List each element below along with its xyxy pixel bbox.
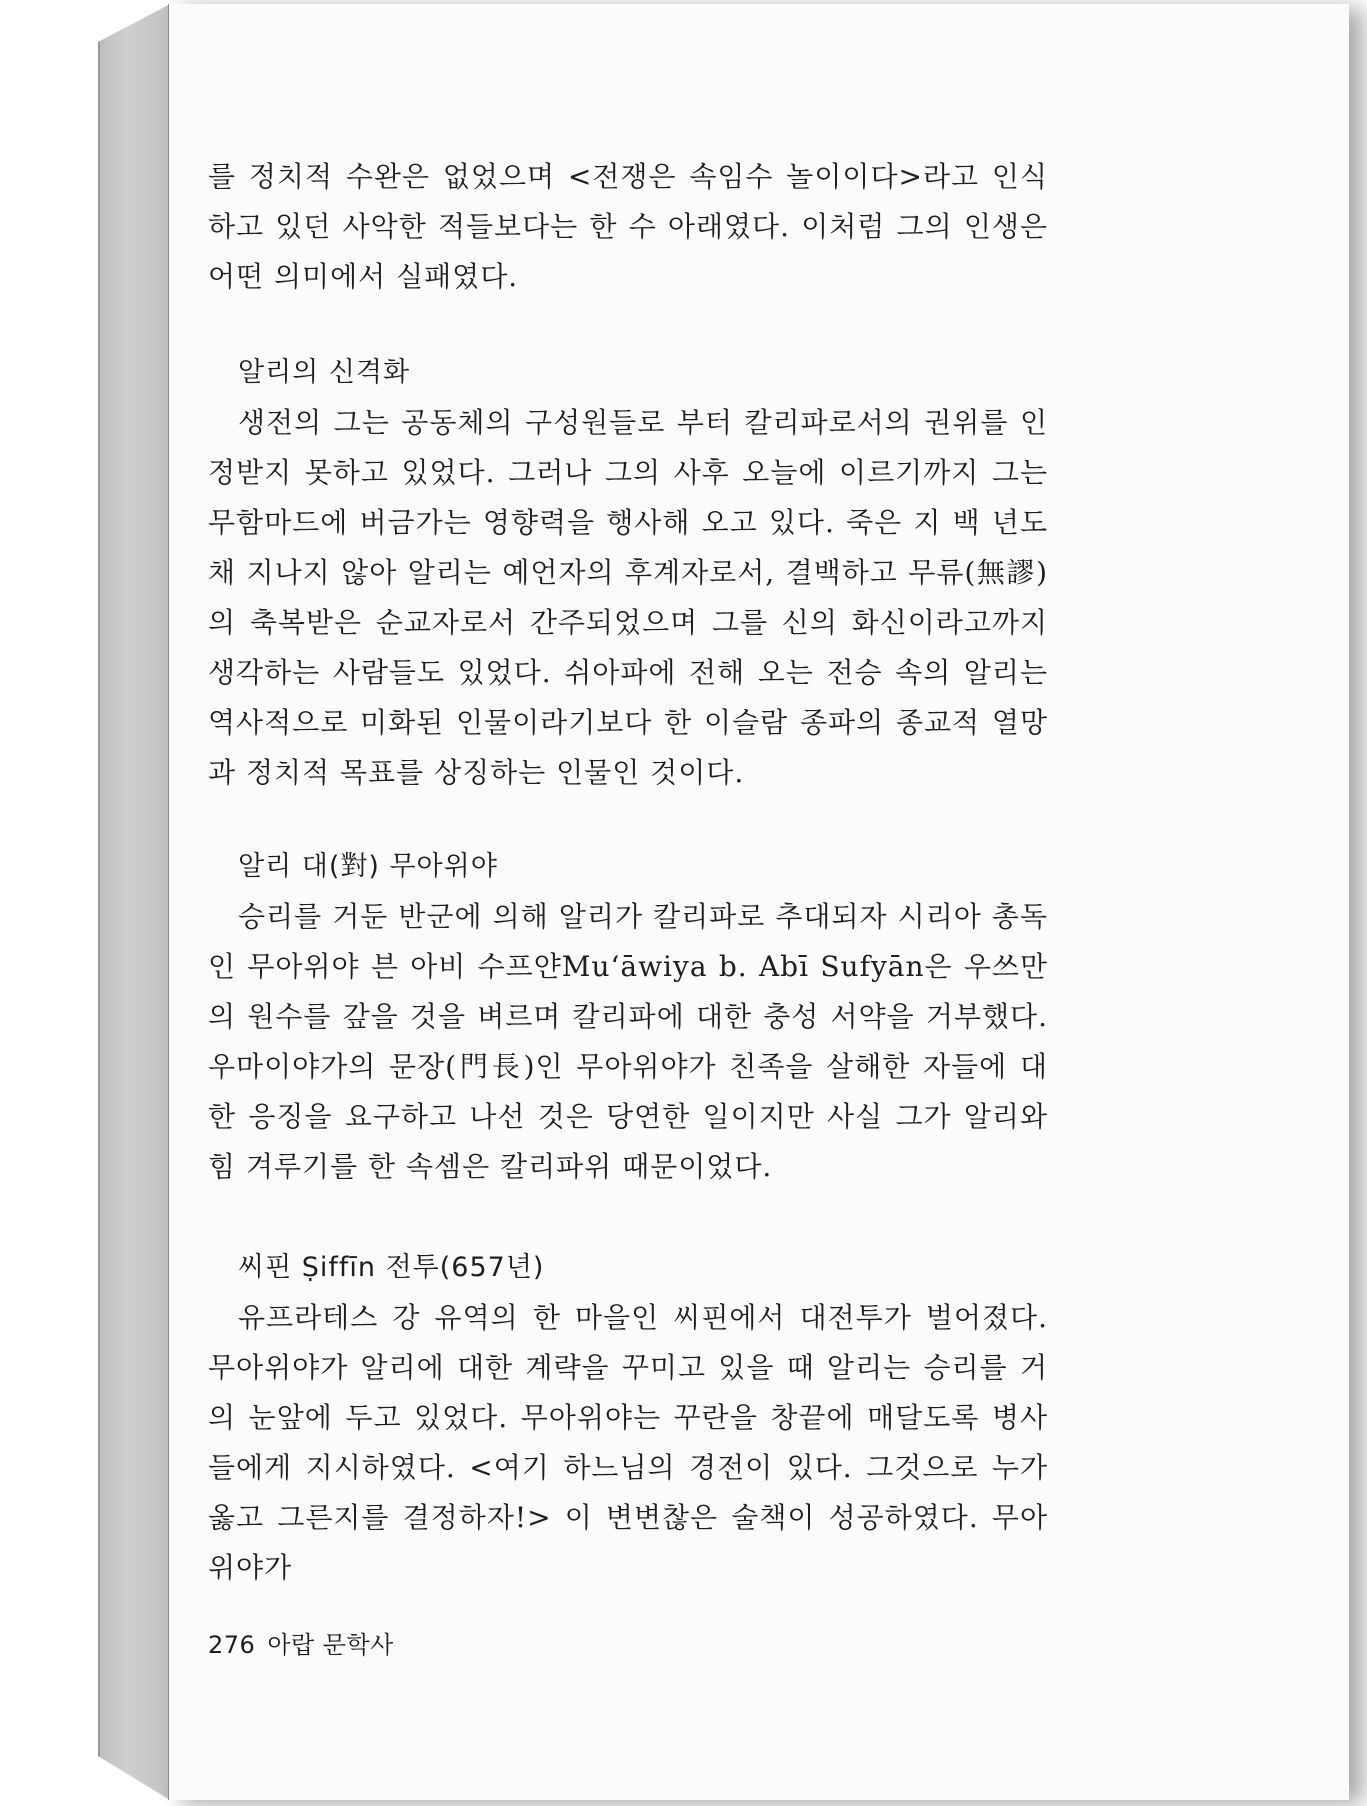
section-heading: 씨핀 Ṣiffīn 전투(657년) [238, 1252, 545, 1283]
section-ali-vs-muawiya [208, 842, 1048, 1192]
page-footer [208, 1625, 406, 1660]
section-body: 승리를 거둔 반군에 의해 알리가 칼리파로 추대되자 시리아 총독인 무아위야 븐 아비 수프얀Mu‘āwiya b. Abī Sufyān은 우쓰만의 원수를 갚을 것을 벼르며 칼리파에 대한 충성 서약을 거부했다. 우마이야가의 문장(門長)인 무아위야가 친족을 살해한 자들에 대한 응징을 요구하고 나선 것은 당연한 일이지만 사실 그가 알리와 힘 겨루기를 한 속셈은 칼리파위 때문이었다. [208, 900, 1048, 1183]
section-battle-of-siffin [208, 1243, 1048, 1593]
section-heading: 알리 대(對) 무아위야 [238, 851, 498, 882]
paragraph-intro: 를 정치적 수완은 없었으며 <전쟁은 속임수 놀이이다>라고 인식하고 있던 사악한 적들보다는 한 수 아래였다. 이처럼 그의 인생은 어떤 의미에서 실패였다. [208, 160, 1048, 293]
page-number: 276 [208, 1631, 256, 1659]
section-heading: 알리의 신격화 [238, 357, 411, 388]
section-body: 유프라테스 강 유역의 한 마을인 씨핀에서 대전투가 벌어졌다. 무아위야가 알리에 대한 계략을 꾸미고 있을 때 알리는 승리를 거의 눈앞에 두고 있었다. 무아위야는 꾸란을 창끝에 매달도록 병사들에게 지시하였다. <여기 하느님의 경전이 있다. 그것으로 누가 옳고 그른지를 결정하자!> 이 변변찮은 술책이 성공하였다. 무아위야가 [208, 1301, 1048, 1584]
text-block-intro [208, 152, 1048, 302]
section-deification [208, 348, 1048, 798]
running-title: 아랍 문학사 [267, 1631, 394, 1659]
section-body: 생전의 그는 공동체의 구성원들로 부터 칼리파로서의 권위를 인정받지 못하고 있었다. 그러나 그의 사후 오늘에 이르기까지 그는 무함마드에 버금가는 영향력을 행사해 오고 있다. 죽은 지 백 년도 채 지나지 않아 알리는 예언자의 후계자로서, 결백하고 무류(無謬)의 축복받은 순교자로서 간주되었으며 그를 신의 화신이라고까지 생각하는 사람들도 있었다. 쉬아파에 전해 오는 전승 속의 알리는 역사적으로 미화된 인물이라기보다 한 이슬람 종파의 종교적 열망과 정치적 목표를 상징하는 인물인 것이다. [208, 406, 1048, 789]
book-spine-edge [98, 4, 170, 1800]
